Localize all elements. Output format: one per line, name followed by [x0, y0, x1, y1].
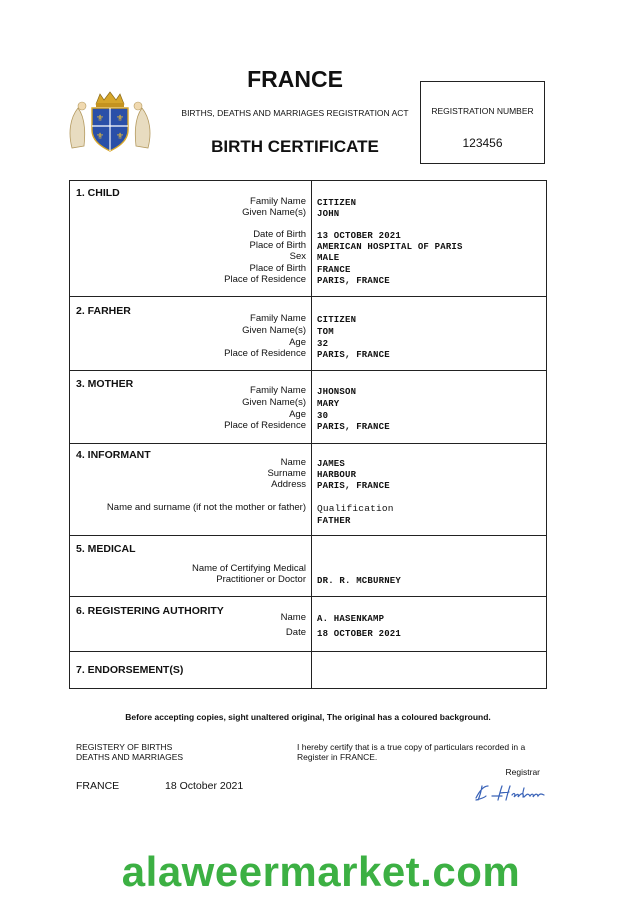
- svg-text:⚜: ⚜: [95, 131, 105, 141]
- svg-text:⚜: ⚜: [115, 113, 125, 123]
- registration-number: 123456: [462, 136, 503, 150]
- father-age-label: Age: [289, 337, 306, 348]
- informant-address-label: Address: [271, 479, 306, 490]
- mother-given-names-label: Given Name(s): [242, 397, 306, 408]
- registry-line1: REGISTERY OF BIRTHS: [76, 742, 173, 752]
- mother-family-name: JHONSON: [317, 387, 357, 397]
- original-notice: Before accepting copies, sight unaltered original, The original has a coloured background.: [125, 712, 491, 722]
- registrar-label: Registrar: [505, 767, 540, 777]
- coat-of-arms-icon: [66, 88, 154, 154]
- column-divider: [311, 180, 312, 689]
- authority-name: A. HASENKAMP: [317, 614, 385, 624]
- mother-residence-label: Place of Residence: [224, 420, 306, 431]
- svg-text:⚜: ⚜: [95, 113, 105, 123]
- practitioner-label-line1: Name of Certifying Medical: [191, 563, 306, 574]
- row-divider: [69, 443, 547, 444]
- section-authority-title: 6. REGISTERING AUTHORITY: [76, 605, 224, 617]
- child-dob-label: Date of Birth: [253, 229, 306, 240]
- child-sex-label: Sex: [289, 251, 306, 262]
- section-medical-title: 5. MEDICAL: [76, 543, 136, 555]
- section-child-title: 1. CHILD: [76, 187, 120, 199]
- father-family-name-label: Family Name: [250, 313, 306, 324]
- father-given-names-label: Given Name(s): [242, 325, 306, 336]
- registrar-signature-icon: [472, 780, 550, 804]
- section-informant-title: 4. INFORMANT: [76, 449, 151, 461]
- father-family-name: CITIZEN: [317, 315, 357, 325]
- father-given-names: TOM: [317, 327, 334, 337]
- row-divider: [69, 370, 547, 371]
- section-endorsement-title: 7. ENDORSEMENT(S): [76, 664, 184, 676]
- authority-date-label: Date: [285, 627, 306, 638]
- informant-name: JAMES: [317, 459, 346, 469]
- mother-residence: PARIS, FRANCE: [317, 422, 390, 432]
- site-watermark: alaweermarket.com: [121, 848, 521, 895]
- certificate-title: BIRTH CERTIFICATE: [211, 137, 379, 156]
- country-title: FRANCE: [247, 66, 343, 92]
- child-place-of-birth-label: Place of Birth: [249, 240, 306, 251]
- informant-address: PARIS, FRANCE: [317, 481, 390, 491]
- child-residence-label: Place of Residence: [224, 274, 306, 285]
- svg-text:⚜: ⚜: [115, 131, 125, 141]
- row-divider: [69, 651, 547, 652]
- child-sex: MALE: [317, 253, 340, 263]
- father-age: 32: [317, 339, 329, 349]
- certify-line1: I hereby certify that is a true copy of particulars recorded in a: [297, 742, 526, 752]
- footer-place: FRANCE: [76, 780, 120, 792]
- father-residence-label: Place of Residence: [224, 348, 306, 359]
- practitioner-name: DR. R. MCBURNEY: [317, 576, 402, 586]
- child-place-of-birth: AMERICAN HOSPITAL OF PARIS: [317, 242, 463, 252]
- child-given-names: JOHN: [317, 209, 340, 219]
- row-divider: [69, 596, 547, 597]
- registration-act: BIRTHS, DEATHS AND MARRIAGES REGISTRATION ACT: [181, 108, 409, 118]
- mother-given-names: MARY: [317, 399, 340, 409]
- informant-surname-label: Surname: [267, 468, 306, 479]
- certify-line2: Register in FRANCE.: [297, 752, 378, 762]
- child-given-names-label: Given Name(s): [242, 207, 306, 218]
- registration-number-label: REGISTRATION NUMBER: [431, 106, 534, 116]
- child-family-name: CITIZEN: [317, 198, 357, 208]
- child-family-name-label: Family Name: [250, 196, 306, 207]
- informant-qualification: FATHER: [317, 516, 351, 526]
- registration-box: [420, 81, 545, 164]
- mother-age: 30: [317, 411, 329, 421]
- mother-family-name-label: Family Name: [250, 385, 306, 396]
- child-place-of-birth-country-label: Place of Birth: [249, 263, 306, 274]
- informant-name-label: Name: [280, 457, 306, 468]
- child-residence: PARIS, FRANCE: [317, 276, 390, 286]
- row-divider: [69, 296, 547, 297]
- practitioner-label-line2: Practitioner or Doctor: [216, 574, 306, 585]
- informant-qualification-label: Qualification: [317, 503, 394, 514]
- section-mother-title: 3. MOTHER: [76, 378, 134, 390]
- father-residence: PARIS, FRANCE: [317, 350, 390, 360]
- informant-relation-label: Name and surname (if not the mother or father): [106, 502, 306, 513]
- child-dob: 13 OCTOBER 2021: [317, 231, 402, 241]
- row-divider: [69, 535, 547, 536]
- informant-surname: HARBOUR: [317, 470, 357, 480]
- authority-date: 18 OCTOBER 2021: [317, 629, 402, 639]
- child-place-of-birth-country: FRANCE: [317, 265, 351, 275]
- section-father-title: 2. FARHER: [76, 305, 131, 317]
- footer-date: 18 October 2021: [165, 780, 244, 792]
- registry-line2: DEATHS AND MARRIAGES: [76, 752, 184, 762]
- authority-name-label: Name: [280, 612, 306, 623]
- mother-age-label: Age: [289, 409, 306, 420]
